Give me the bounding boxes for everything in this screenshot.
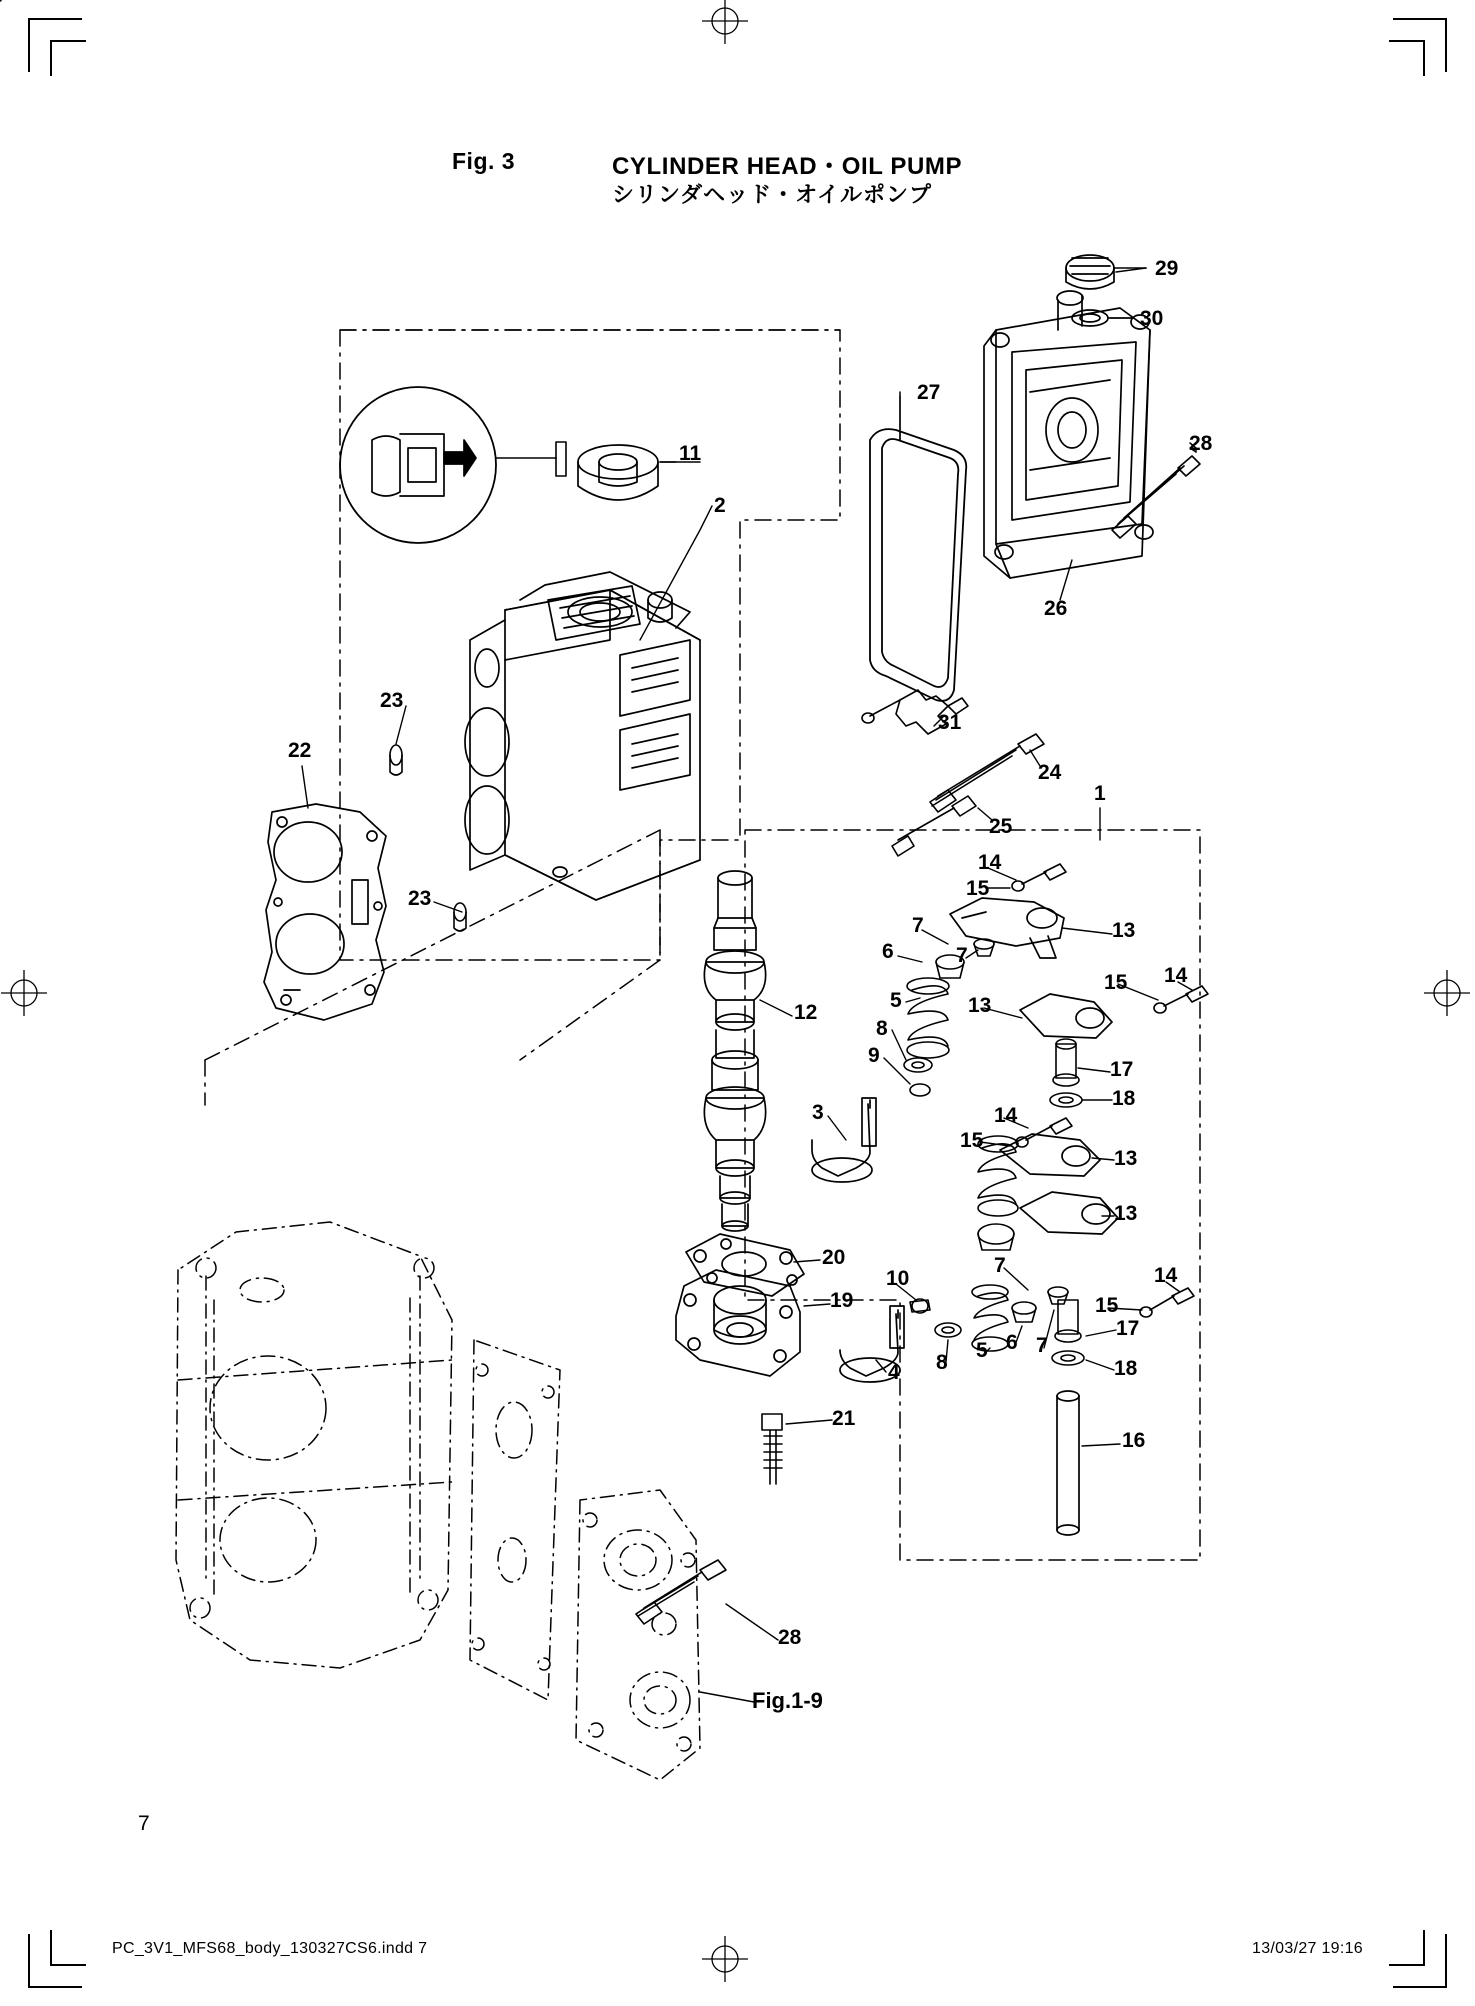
callout-7-c: 7 [994, 1254, 1006, 1277]
callout-5-b: 5 [976, 1339, 988, 1362]
callout-20: 20 [822, 1246, 846, 1269]
callout-30: 30 [1140, 307, 1164, 330]
callout-19: 19 [830, 1289, 854, 1312]
callout-14-b: 14 [1164, 964, 1188, 987]
callout-21: 21 [832, 1407, 856, 1430]
callout-6-b: 6 [1006, 1331, 1018, 1354]
callout-13-a: 13 [1112, 919, 1136, 942]
footer-date-stamp: 13/03/27 19:16 [1252, 1940, 1363, 1957]
callout-14-d: 14 [1154, 1264, 1178, 1287]
callout-22: 22 [288, 739, 312, 762]
callout-8-a: 8 [876, 1017, 888, 1040]
callout-10: 10 [886, 1267, 910, 1290]
figure-title-en: CYLINDER HEAD・OIL PUMP [612, 153, 963, 180]
callout-18-b: 18 [1114, 1357, 1138, 1380]
callout-7-d: 7 [1036, 1334, 1048, 1357]
page-number: 7 [138, 1812, 150, 1835]
callout-7-a: 7 [912, 914, 924, 937]
callout-3: 3 [812, 1101, 824, 1124]
callout-17-b: 17 [1116, 1317, 1140, 1340]
callout-12: 12 [794, 1001, 818, 1024]
callout-1: 1 [1094, 782, 1106, 805]
callout-28-upper: 28 [1189, 432, 1213, 455]
callout-16: 16 [1122, 1429, 1146, 1452]
callout-5-a: 5 [890, 989, 902, 1012]
callout-14-a: 14 [978, 851, 1002, 874]
figure-label: Fig. 3 [452, 148, 516, 174]
callout-23-upper: 23 [380, 689, 404, 712]
callout-13-c: 13 [1114, 1147, 1138, 1170]
callout-23-lower: 23 [408, 887, 432, 910]
callout-13-b: 13 [968, 994, 992, 1017]
callout-17-a: 17 [1110, 1058, 1134, 1081]
callout-7-b: 7 [956, 944, 968, 967]
figure-title-jp: シリンダヘッド・オイルポンプ [612, 182, 933, 207]
callout-18-a: 18 [1112, 1087, 1136, 1110]
callout-9: 9 [868, 1044, 880, 1067]
callout-27: 27 [917, 381, 941, 404]
callout-14-c: 14 [994, 1104, 1018, 1127]
callout-29: 29 [1155, 257, 1179, 280]
callout-28-lower: 28 [778, 1626, 802, 1649]
callout-15-a: 15 [966, 877, 990, 900]
callout-15-d: 15 [1095, 1294, 1119, 1317]
callout-24: 24 [1038, 761, 1062, 784]
callout-15-c: 15 [960, 1129, 984, 1152]
callout-4: 4 [888, 1361, 900, 1384]
callout-25: 25 [989, 815, 1013, 838]
callout-13-d: 13 [1114, 1202, 1138, 1225]
callout-6-a: 6 [882, 940, 894, 963]
callout-15-b: 15 [1104, 971, 1128, 994]
callout-8-b: 8 [936, 1351, 948, 1374]
callout-2: 2 [714, 494, 726, 517]
callout-26: 26 [1044, 597, 1068, 620]
callout-11: 11 [679, 442, 702, 465]
callout-31: 31 [938, 711, 962, 734]
reference-label-fig-1-9: Fig.1-9 [752, 1688, 823, 1713]
footer-file-name: PC_3V1_MFS68_body_130327CS6.indd 7 [112, 1940, 428, 1957]
